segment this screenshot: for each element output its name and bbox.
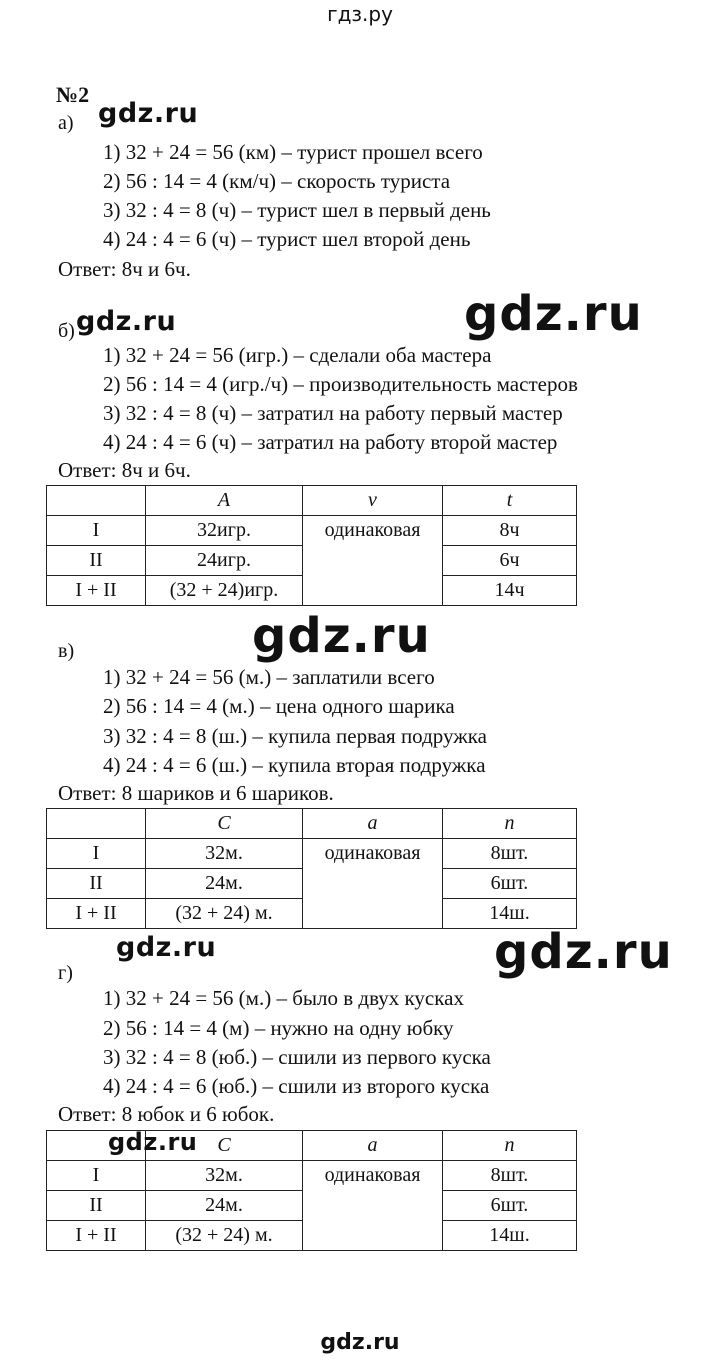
part-g-step-4: 4) 24 : 4 = 6 (юб.) – сшили из второго куска bbox=[103, 1074, 490, 1098]
table-cell: 6шт. bbox=[443, 1191, 577, 1221]
table-header-cell: n bbox=[443, 809, 577, 839]
site-footer: gdz.ru bbox=[320, 1330, 400, 1355]
table-cell-merged: одинаковая bbox=[303, 839, 443, 929]
table-cell: I bbox=[47, 1161, 146, 1191]
table-cell: II bbox=[47, 546, 146, 576]
watermark: gdz.ru bbox=[76, 306, 177, 337]
watermark-large: gdz.ru bbox=[252, 608, 431, 664]
part-b-step-3: 3) 32 : 4 = 8 (ч) – затратил на работу первый мастер bbox=[103, 401, 563, 425]
table-cell: 8ч bbox=[443, 516, 577, 546]
table-header-row bbox=[47, 486, 577, 516]
part-g-step-2: 2) 56 : 14 = 4 (м) – нужно на одну юбку bbox=[103, 1016, 454, 1040]
part-v-step-4: 4) 24 : 4 = 6 (ш.) – купила вторая подружка bbox=[103, 753, 486, 777]
table-cell: I bbox=[47, 839, 146, 869]
part-a-step-2: 2) 56 : 14 = 4 (км/ч) – скорость туриста bbox=[103, 169, 451, 193]
table-cell: 24игр. bbox=[146, 546, 303, 576]
table-header-cell: A bbox=[146, 486, 303, 516]
part-v-step-1: 1) 32 + 24 = 56 (м.) – заплатили всего bbox=[103, 665, 435, 689]
part-a-step-3: 3) 32 : 4 = 8 (ч) – турист шел в первый день bbox=[103, 198, 491, 222]
part-a-step-1: 1) 32 + 24 = 56 (км) – турист прошел всего bbox=[103, 140, 483, 164]
table-header-row bbox=[47, 809, 577, 839]
table-row bbox=[47, 516, 577, 546]
table-cell-merged: одинаковая bbox=[303, 1161, 443, 1251]
table-cell: I + II bbox=[47, 1221, 146, 1251]
part-b-step-1: 1) 32 + 24 = 56 (игр.) – сделали оба мастера bbox=[103, 343, 492, 367]
part-g-step-1: 1) 32 + 24 = 56 (м.) – было в двух кусках bbox=[103, 986, 464, 1010]
table-cell: I bbox=[47, 516, 146, 546]
part-b-label: б) bbox=[58, 320, 75, 342]
watermark: gdz.ru bbox=[116, 932, 217, 963]
part-b-answer: Ответ: 8ч и 6ч. bbox=[58, 458, 191, 482]
part-a-step-4: 4) 24 : 4 = 6 (ч) – турист шел второй день bbox=[103, 227, 471, 251]
table-header-cell: C bbox=[146, 1131, 303, 1161]
watermark: gdz.ru bbox=[108, 1128, 198, 1156]
table-header-cell: v bbox=[303, 486, 443, 516]
part-v-answer: Ответ: 8 шариков и 6 шариков. bbox=[58, 781, 334, 805]
table-cell: (32 + 24) м. bbox=[146, 899, 303, 929]
table-cell: 6ч bbox=[443, 546, 577, 576]
part-b-table bbox=[46, 485, 577, 606]
table-cell: I + II bbox=[47, 899, 146, 929]
table-header-cell bbox=[47, 809, 146, 839]
table-header-cell: t bbox=[443, 486, 577, 516]
table-cell: 32м. bbox=[146, 1161, 303, 1191]
watermark: gdz.ru bbox=[98, 98, 199, 129]
table-cell: 32м. bbox=[146, 839, 303, 869]
table-row bbox=[47, 1161, 577, 1191]
table-cell: I + II bbox=[47, 576, 146, 606]
part-v-table bbox=[46, 808, 577, 929]
part-a-answer: Ответ: 8ч и 6ч. bbox=[58, 257, 191, 281]
part-g-step-3: 3) 32 : 4 = 8 (юб.) – сшили из первого куска bbox=[103, 1045, 491, 1069]
table-cell: 32игр. bbox=[146, 516, 303, 546]
table-cell: 8шт. bbox=[443, 1161, 577, 1191]
part-b-step-2: 2) 56 : 14 = 4 (игр./ч) – производительность мастеров bbox=[103, 372, 578, 396]
part-g-label: г) bbox=[58, 962, 73, 984]
table-cell: 6шт. bbox=[443, 869, 577, 899]
table-cell: 14ш. bbox=[443, 1221, 577, 1251]
part-v-step-2: 2) 56 : 14 = 4 (м.) – цена одного шарика bbox=[103, 694, 455, 718]
table-cell: (32 + 24) м. bbox=[146, 1221, 303, 1251]
part-b-step-4: 4) 24 : 4 = 6 (ч) – затратил на работу второй мастер bbox=[103, 430, 558, 454]
table-cell: II bbox=[47, 1191, 146, 1221]
table-header-cell: n bbox=[443, 1131, 577, 1161]
part-v-label: в) bbox=[58, 640, 75, 662]
problem-number: №2 bbox=[56, 82, 90, 107]
table-cell: 14ш. bbox=[443, 899, 577, 929]
table-cell: 14ч bbox=[443, 576, 577, 606]
table-cell: II bbox=[47, 869, 146, 899]
table-header-cell: C bbox=[146, 809, 303, 839]
watermark-large: gdz.ru bbox=[464, 286, 643, 342]
table-cell: 24м. bbox=[146, 869, 303, 899]
watermark-large: gdz.ru bbox=[494, 924, 673, 980]
part-v-step-3: 3) 32 : 4 = 8 (ш.) – купила первая подружка bbox=[103, 724, 487, 748]
table-header-cell: a bbox=[303, 809, 443, 839]
site-header: гдз.ру bbox=[327, 2, 393, 26]
table-cell-merged: одинаковая bbox=[303, 516, 443, 606]
table-header-cell bbox=[47, 486, 146, 516]
table-cell: 8шт. bbox=[443, 839, 577, 869]
table-header-cell: a bbox=[303, 1131, 443, 1161]
part-g-answer: Ответ: 8 юбок и 6 юбок. bbox=[58, 1102, 275, 1126]
part-a-label: а) bbox=[58, 112, 74, 134]
table-row bbox=[47, 839, 577, 869]
table-cell: (32 + 24)игр. bbox=[146, 576, 303, 606]
table-cell: 24м. bbox=[146, 1191, 303, 1221]
